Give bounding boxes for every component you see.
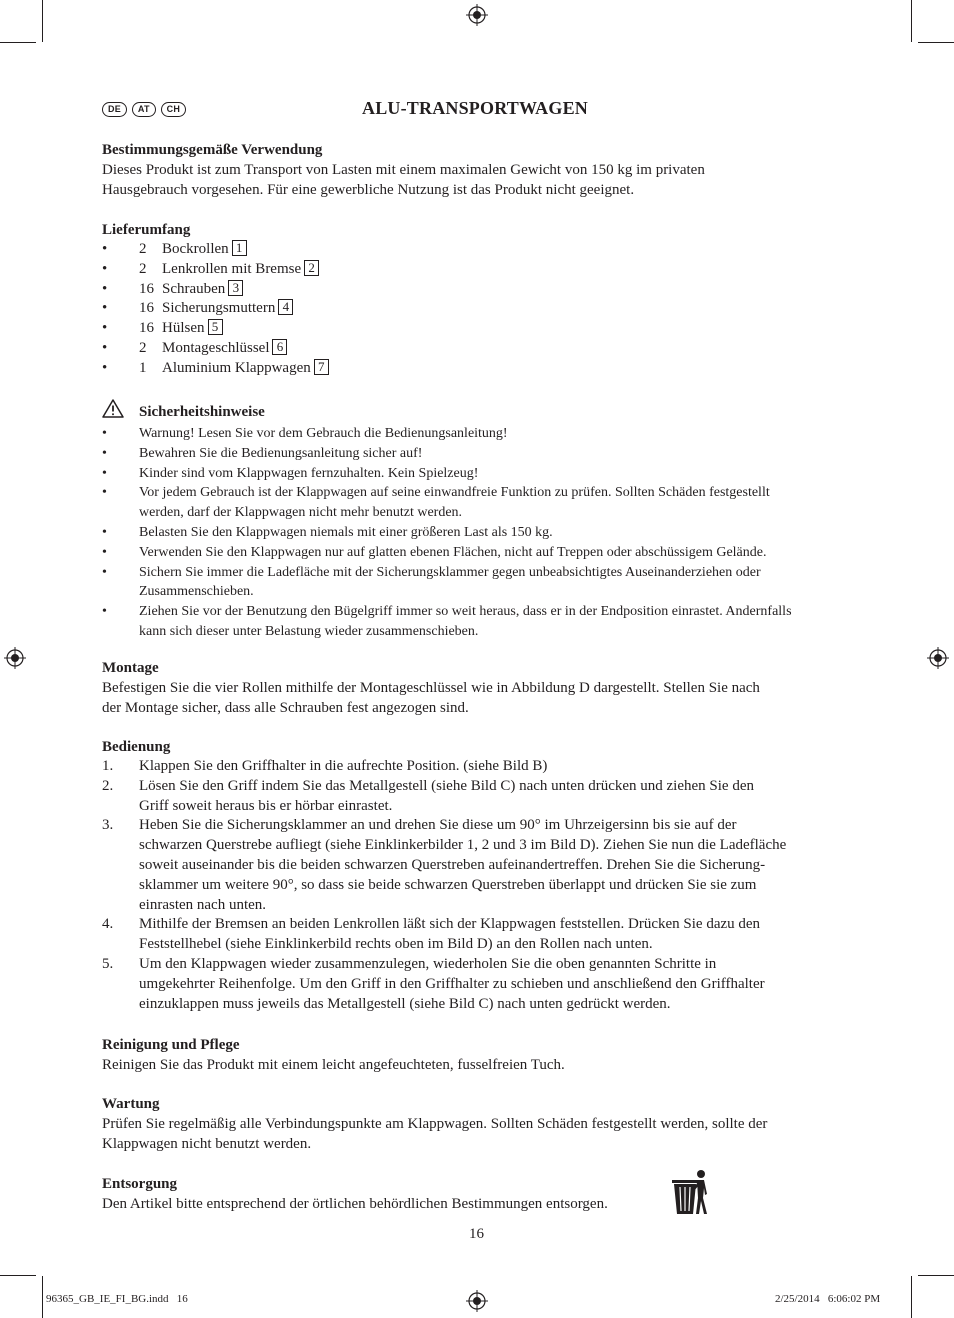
scope-name: Bockrollen bbox=[162, 241, 229, 257]
crop-mark bbox=[42, 1276, 43, 1318]
section-heading: Lieferumfang bbox=[102, 222, 191, 238]
scope-list bbox=[102, 240, 862, 379]
bullet: • bbox=[102, 300, 108, 317]
step-number bbox=[102, 975, 139, 995]
step-number: 4. bbox=[102, 916, 114, 933]
step-number bbox=[102, 896, 139, 916]
scope-name: Sicherungsmuttern bbox=[162, 300, 276, 317]
bullet bbox=[102, 582, 139, 602]
paragraph-line: Reinigen Sie das Produkt mit einem leicht angefeuchteten, fusselfreien Tuch. bbox=[102, 1057, 565, 1073]
safety-text: Warnung! Lesen Sie vor dem Gebrauch die Bedienungsanleitung! bbox=[139, 426, 508, 441]
step-number: 5. bbox=[102, 955, 114, 972]
section-heading: Entsorgung bbox=[102, 1176, 178, 1192]
step-number: 1. bbox=[102, 758, 114, 774]
operation-step bbox=[102, 757, 862, 777]
page-title: ALU-TRANSPORTWAGEN bbox=[362, 98, 588, 118]
crop-mark bbox=[918, 1275, 954, 1276]
section-heading: Bestimmungsgemäße Verwendung bbox=[102, 142, 323, 158]
step-number bbox=[102, 797, 139, 817]
operation-step bbox=[102, 975, 862, 995]
safety-text: Kinder sind vom Klappwagen fernzuhalten. Kein Spielzeug! bbox=[139, 465, 479, 481]
operation-step bbox=[102, 955, 862, 975]
safety-item bbox=[102, 503, 862, 523]
operation-step bbox=[102, 856, 862, 876]
section-assembly bbox=[102, 658, 862, 718]
section-operation bbox=[102, 737, 862, 1014]
scope-quantity: 16 bbox=[139, 320, 154, 337]
page-header bbox=[102, 98, 862, 122]
section-disposal bbox=[102, 1174, 862, 1214]
scope-name: Aluminium Klappwagen bbox=[162, 359, 311, 376]
page-number: 16 bbox=[469, 1226, 484, 1242]
registration-mark-icon bbox=[4, 647, 26, 669]
warning-triangle-icon bbox=[102, 399, 139, 424]
paragraph-line: Klappwagen nicht benutzt werden. bbox=[102, 1136, 312, 1152]
country-badges bbox=[102, 102, 186, 117]
step-text: soweit auseinander bis die beiden schwarzen Querstreben aufeinandertreffen. Drehen Sie die Sicherung- bbox=[139, 856, 766, 873]
safety-text: Ziehen Sie vor der Benutzung den Bügelgriff immer so weit heraus, dass er in der Endposition einrastet. Andernfalls bbox=[139, 604, 792, 620]
safety-list bbox=[102, 424, 862, 642]
bullet: • bbox=[102, 280, 108, 297]
safety-item bbox=[102, 424, 862, 444]
step-number bbox=[102, 836, 139, 856]
operation-step bbox=[102, 995, 862, 1015]
safety-text: Vor jedem Gebrauch ist der Klappwagen auf seine einwandfreie Funktion zu prüfen. Sollten Schäden festgestellt bbox=[139, 485, 770, 501]
paragraph-line: Den Artikel bitte entsprechend der örtlichen behördlichen Bestimmungen entsorgen. bbox=[102, 1196, 608, 1212]
scope-item bbox=[102, 319, 862, 339]
scope-part-number: 7 bbox=[314, 359, 329, 375]
operation-step bbox=[102, 797, 862, 817]
bullet: • bbox=[102, 524, 107, 540]
bullet: • bbox=[102, 359, 108, 376]
bullet: • bbox=[102, 339, 108, 356]
section-safety bbox=[102, 399, 862, 642]
safety-item bbox=[102, 483, 862, 503]
country-badge-at: AT bbox=[132, 102, 156, 117]
safety-text: Sichern Sie immer die Ladefläche mit der Sicherungsklammer gegen unbeabsichtigtes Auseinanderziehen oder bbox=[139, 564, 761, 580]
step-number bbox=[102, 935, 139, 955]
step-text: einrasten nach unten. bbox=[139, 896, 267, 913]
operation-step bbox=[102, 777, 862, 797]
bullet bbox=[102, 503, 139, 523]
bullet: • bbox=[102, 564, 107, 580]
step-text: Klappen Sie den Griffhalter in die aufrechte Position. (siehe Bild B) bbox=[139, 758, 548, 774]
step-text: Heben Sie die Sicherungsklammer an und drehen Sie diese um 90° im Uhrzeigersinn bis sie auf der bbox=[139, 817, 737, 834]
operation-step bbox=[102, 896, 862, 916]
section-maintenance bbox=[102, 1094, 862, 1154]
scope-item bbox=[102, 359, 862, 379]
step-number: 3. bbox=[102, 817, 114, 834]
footer-timestamp: 2/25/2014 6:06:02 PM bbox=[775, 1293, 881, 1305]
step-number bbox=[102, 876, 139, 896]
scope-item bbox=[102, 299, 862, 319]
operation-step bbox=[102, 915, 862, 935]
section-heading: Montage bbox=[102, 660, 159, 676]
scope-part-number: 4 bbox=[278, 299, 293, 315]
safety-item bbox=[102, 464, 862, 484]
step-text: Lösen Sie den Griff indem Sie das Metallgestell (siehe Bild C) nach unten drücken und ziehen Sie den bbox=[139, 777, 754, 794]
scope-quantity: 16 bbox=[139, 280, 154, 297]
bullet: • bbox=[102, 465, 107, 481]
section-heading: Wartung bbox=[102, 1096, 160, 1112]
safety-item bbox=[102, 523, 862, 543]
crop-mark bbox=[42, 0, 43, 42]
safety-item bbox=[102, 543, 862, 563]
safety-item bbox=[102, 622, 862, 642]
scope-part-number: 2 bbox=[304, 260, 319, 276]
bullet: • bbox=[102, 320, 108, 337]
safety-text: kann sich dieser unter Belastung wieder zusammenschieben. bbox=[139, 623, 479, 639]
scope-item bbox=[102, 280, 862, 300]
bullet: • bbox=[102, 544, 107, 560]
step-text: Feststellhebel (siehe Einklinkerbild rechts oben im Bild D) an den Rollen nach unten. bbox=[139, 936, 653, 953]
scope-quantity: 2 bbox=[139, 339, 147, 356]
step-text: sklammer um weitere 90°, so dass sie beide schwarzen Querstreben überlappt und drücken Sie sie zum bbox=[139, 876, 757, 893]
step-text: umgekehrter Reihenfolge. Um den Griff in den Griffhalter zu schieben und anschließend den Griffhalter bbox=[139, 975, 765, 992]
step-number: 2. bbox=[102, 777, 114, 794]
scope-quantity: 16 bbox=[139, 300, 154, 317]
section-heading: Sicherheitshinweise bbox=[139, 403, 265, 420]
operation-step bbox=[102, 816, 862, 836]
step-text: schwarzen Querstrebe aufliegt (siehe Einklinkerbilder 1, 2 und 3 im Bild D). Ziehen Sie nun die Ladefläche bbox=[139, 837, 787, 854]
bullet: • bbox=[102, 485, 107, 501]
safety-item bbox=[102, 444, 862, 464]
scope-item bbox=[102, 339, 862, 359]
scope-quantity: 2 bbox=[139, 260, 147, 277]
bullet: • bbox=[102, 445, 107, 461]
bullet: • bbox=[102, 260, 108, 277]
scope-name: Lenkrollen mit Bremse bbox=[162, 260, 302, 277]
safety-text: Zusammenschieben. bbox=[139, 584, 254, 600]
bullet: • bbox=[102, 604, 107, 620]
paragraph-line: Hausgebrauch vorgesehen. Für eine gewerbliche Nutzung ist das Produkt nicht geeignet. bbox=[102, 182, 635, 198]
safety-text: Belasten Sie den Klappwagen niemals mit einer größeren Last als 150 kg. bbox=[139, 524, 553, 540]
scope-part-number: 6 bbox=[272, 339, 287, 355]
crop-mark bbox=[911, 1276, 912, 1318]
registration-mark-icon bbox=[927, 647, 949, 669]
step-text: Griff soweit heraus bis er hörbar einrastet. bbox=[139, 797, 393, 814]
country-badge-ch: CH bbox=[161, 102, 186, 117]
steps-list bbox=[102, 757, 862, 1014]
step-number bbox=[102, 856, 139, 876]
scope-item bbox=[102, 240, 862, 260]
safety-text: Verwenden Sie den Klappwagen nur auf glatten ebenen Flächen, nicht auf Treppen oder abschüssigem Gelände. bbox=[139, 544, 767, 560]
crop-mark bbox=[0, 1275, 36, 1276]
registration-mark-icon bbox=[466, 4, 488, 26]
scope-name: Hülsen bbox=[162, 320, 205, 337]
safety-text: werden, darf der Klappwagen nicht mehr benutzt werden. bbox=[139, 505, 463, 521]
paragraph-line: der Montage sicher, dass alle Schrauben fest angezogen sind. bbox=[102, 700, 469, 716]
bullet: • bbox=[102, 426, 107, 441]
safety-item bbox=[102, 582, 862, 602]
paragraph-line: Befestigen Sie die vier Rollen mithilfe der Montageschlüssel wie in Abbildung D dargestellt. Stellen Sie nach bbox=[102, 680, 760, 696]
crop-mark bbox=[918, 42, 954, 43]
step-number bbox=[102, 995, 139, 1015]
country-badge-de: DE bbox=[102, 102, 127, 117]
operation-step bbox=[102, 876, 862, 896]
bullet: • bbox=[102, 241, 108, 257]
section-heading: Bedienung bbox=[102, 739, 171, 755]
paragraph-line: Prüfen Sie regelmäßig alle Verbindungspunkte am Klappwagen. Sollten Schäden festgestellt werden, sollte der bbox=[102, 1116, 768, 1132]
safety-text: Bewahren Sie die Bedienungsanleitung sicher auf! bbox=[139, 445, 423, 461]
safety-item bbox=[102, 602, 862, 622]
safety-heading-row bbox=[102, 399, 862, 424]
crop-mark bbox=[911, 0, 912, 42]
section-cleaning bbox=[102, 1035, 862, 1075]
scope-item bbox=[102, 260, 862, 280]
scope-part-number: 5 bbox=[208, 319, 223, 335]
section-usage bbox=[102, 140, 862, 200]
scope-name: Montageschlüssel bbox=[162, 339, 270, 356]
step-text: Um den Klappwagen wieder zusammenzulegen, wiederholen Sie die oben genannten Schritte in bbox=[139, 955, 717, 972]
scope-part-number: 1 bbox=[232, 240, 247, 256]
section-heading: Reinigung und Pflege bbox=[102, 1037, 240, 1053]
crop-mark bbox=[0, 42, 36, 43]
step-text: Mithilfe der Bremsen an beiden Lenkrollen läßt sich der Klappwagen feststellen. Drücken Sie dazu den bbox=[139, 916, 761, 933]
section-scope bbox=[102, 220, 862, 379]
registration-mark-icon bbox=[466, 1290, 488, 1312]
step-text: einzuklappen muss jeweils das Metallgestell (siehe Bild C) nach unten gedrückt werden. bbox=[139, 995, 671, 1012]
footer-filename: 96365_GB_IE_FI_BG.indd 16 bbox=[46, 1293, 188, 1305]
scope-name: Schrauben bbox=[162, 280, 226, 297]
paragraph-line: Dieses Produkt ist zum Transport von Lasten mit einem maximalen Gewicht von 150 kg im privaten bbox=[102, 162, 705, 178]
operation-step bbox=[102, 836, 862, 856]
trash-bin-disposal-icon bbox=[670, 1168, 710, 1216]
scope-part-number: 3 bbox=[228, 280, 243, 296]
scope-quantity: 2 bbox=[139, 241, 147, 257]
operation-step bbox=[102, 935, 862, 955]
bullet bbox=[102, 622, 139, 642]
scope-quantity: 1 bbox=[139, 359, 147, 376]
safety-item bbox=[102, 563, 862, 583]
